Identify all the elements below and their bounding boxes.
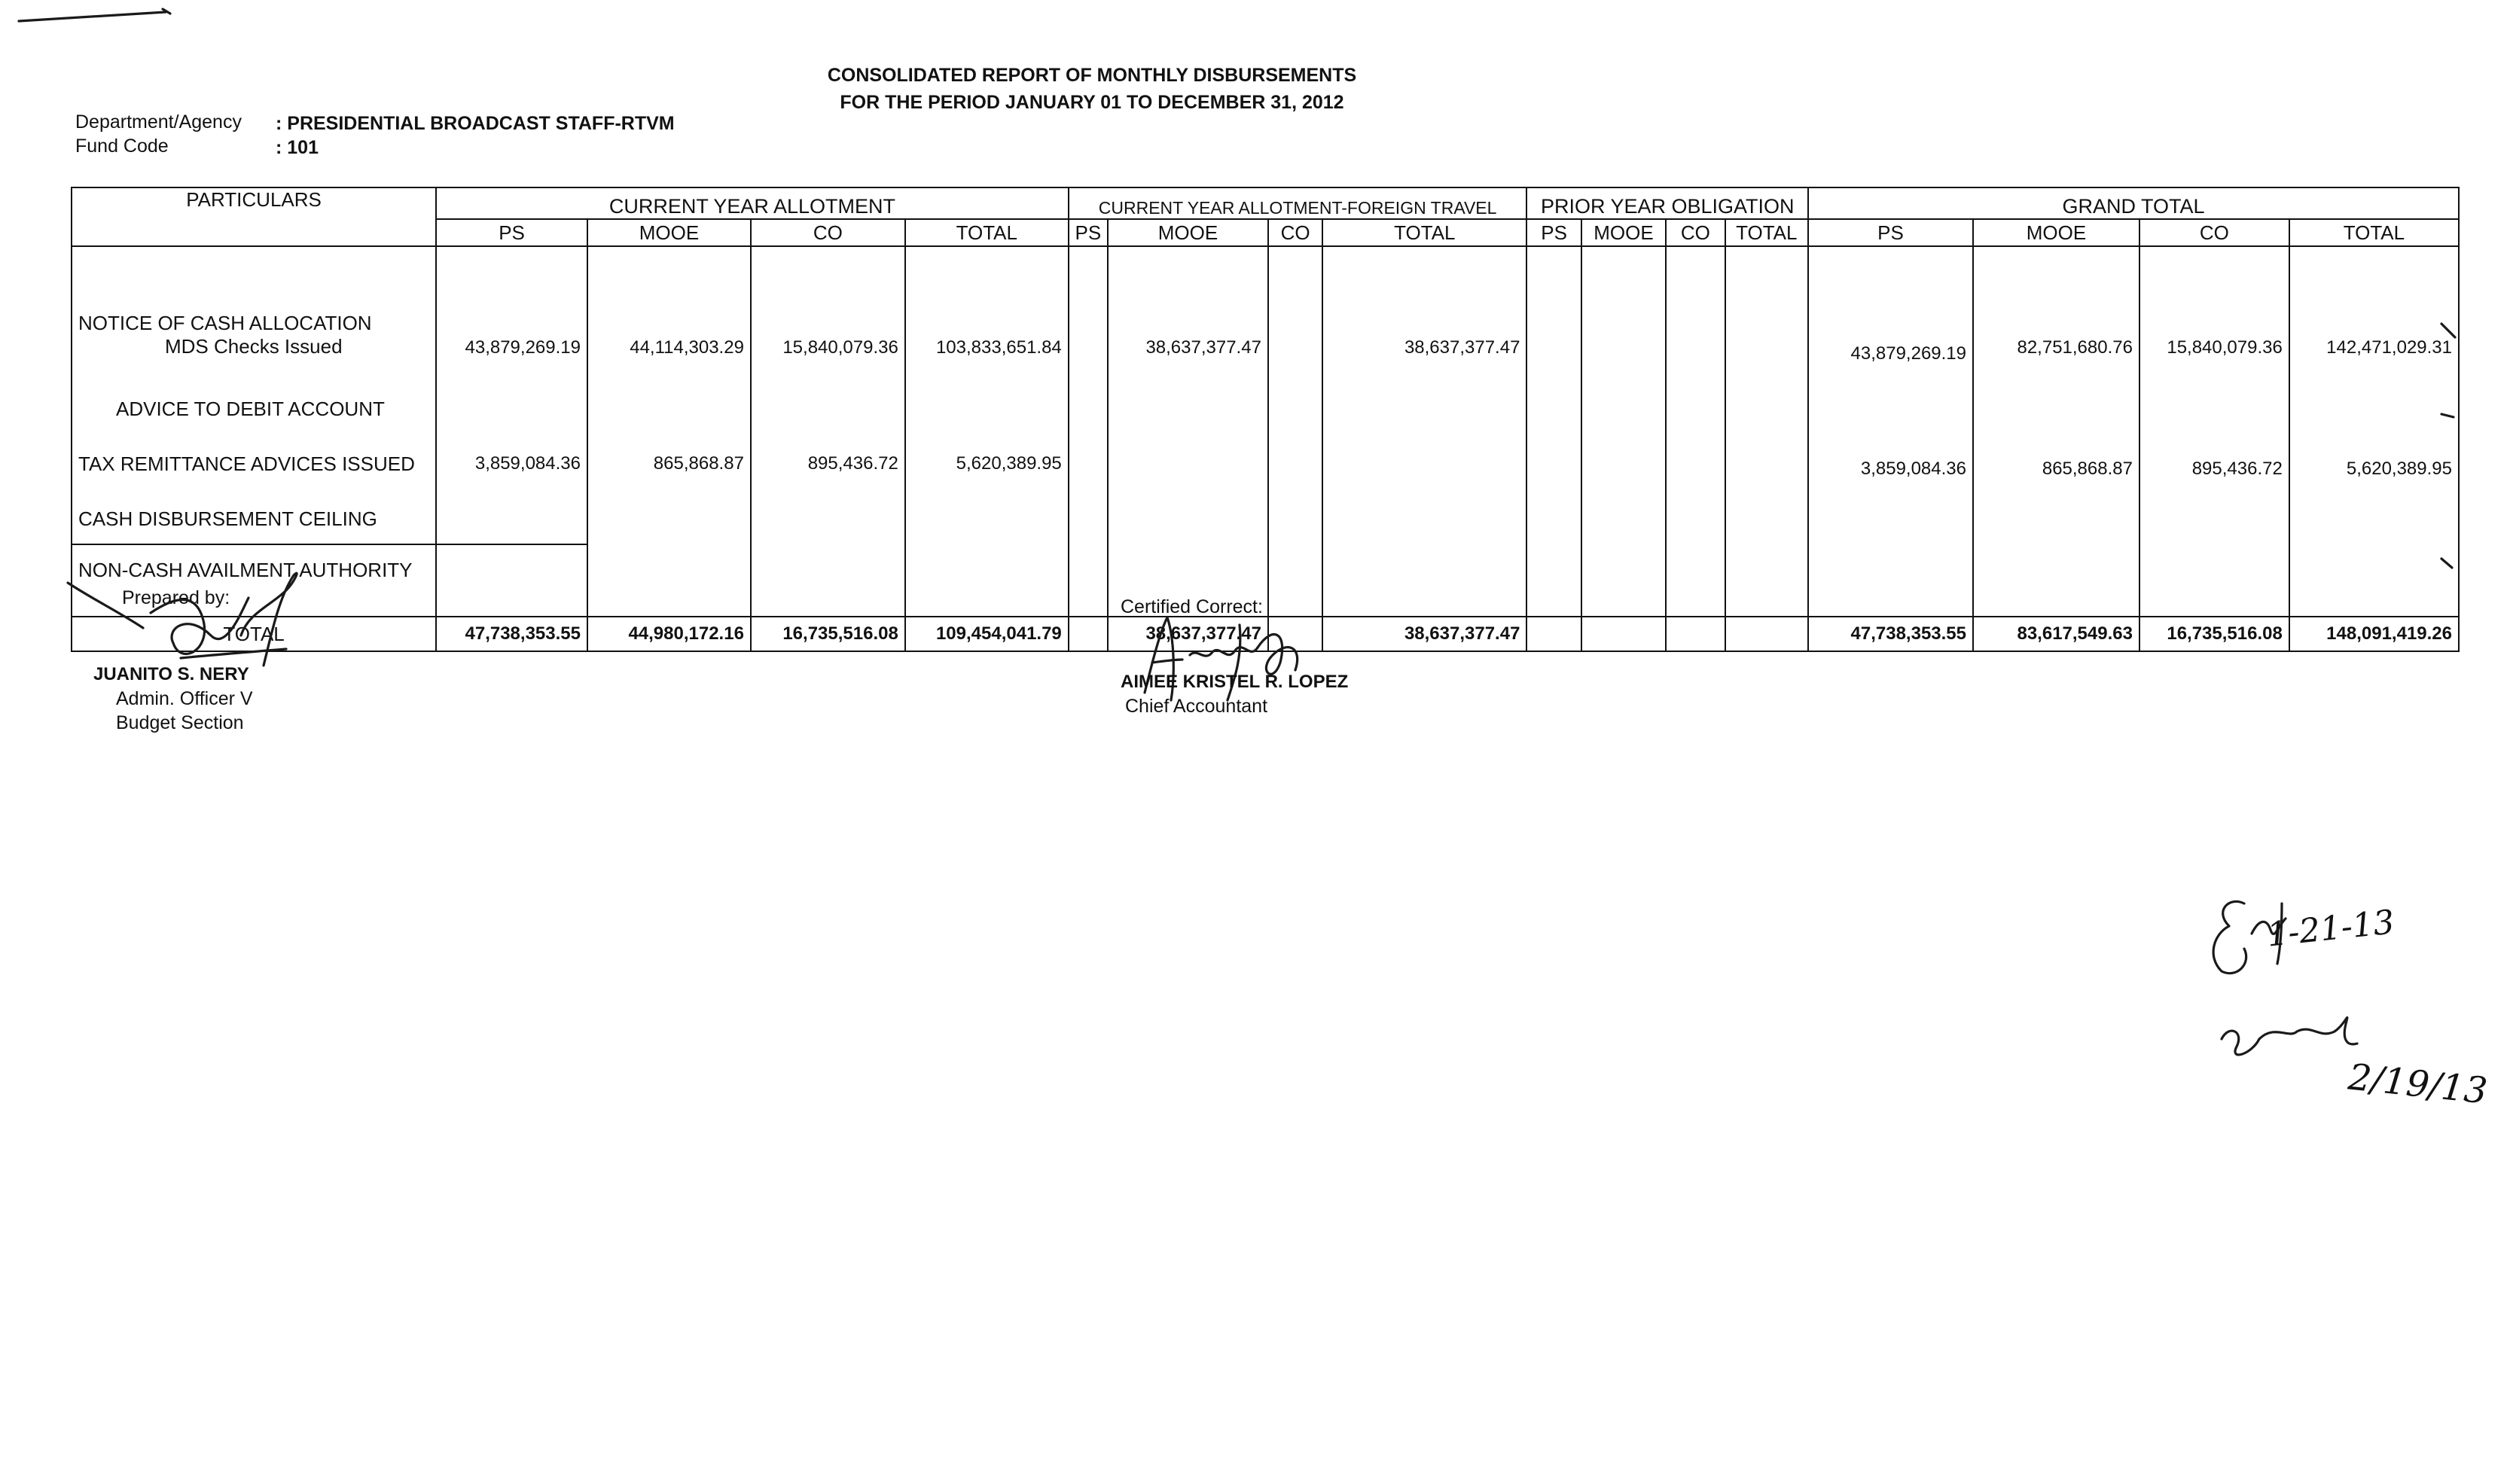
cell bbox=[1725, 246, 1809, 384]
cell bbox=[1666, 384, 1725, 434]
group-grand-total: GRAND TOTAL bbox=[1808, 187, 2459, 219]
cell: 38,637,377.47 bbox=[1322, 246, 1526, 384]
cell: 142,471,029.31 bbox=[2289, 246, 2459, 384]
row-label-main: ADVICE TO DEBIT ACCOUNT bbox=[116, 397, 385, 420]
total-cell bbox=[1666, 617, 1725, 651]
certified-correct-label: Certified Correct: bbox=[1121, 596, 1263, 617]
cell bbox=[1581, 544, 1666, 595]
cell: 865,868.87 bbox=[1973, 434, 2139, 494]
cell bbox=[1666, 434, 1725, 494]
cell: 103,833,651.84 bbox=[905, 246, 1069, 384]
table-row bbox=[72, 494, 2459, 544]
report-title-line2: FOR THE PERIOD JANUARY 01 TO DECEMBER 31, 2012 bbox=[840, 92, 1344, 113]
table-row bbox=[72, 384, 2459, 434]
cell bbox=[436, 494, 587, 544]
cell bbox=[1069, 494, 1108, 544]
cell bbox=[905, 384, 1069, 434]
cell bbox=[1808, 494, 1973, 544]
cell bbox=[1268, 246, 1322, 384]
cell bbox=[905, 494, 1069, 544]
col-header: PS bbox=[1069, 219, 1108, 246]
cell: 38,637,377.47 bbox=[1108, 246, 1268, 384]
cell: 5,620,389.95 bbox=[905, 434, 1069, 494]
col-header: PS bbox=[436, 219, 587, 246]
handwritten-initials-2 bbox=[2214, 1009, 2365, 1069]
col-header: PS bbox=[1808, 219, 1973, 246]
total-cell bbox=[1581, 617, 1666, 651]
total-cell: 38,637,377.47 bbox=[1108, 617, 1268, 651]
row-label-main: CASH DISBURSEMENT CEILING bbox=[78, 507, 377, 530]
cell: 865,868.87 bbox=[587, 434, 751, 494]
table-row bbox=[72, 544, 2459, 595]
row-label-sub: MDS Checks Issued bbox=[165, 335, 343, 358]
cell bbox=[436, 544, 587, 595]
tick-marks bbox=[2438, 294, 2469, 580]
table-row bbox=[72, 246, 2459, 384]
cell bbox=[2139, 544, 2289, 595]
col-header: TOTAL bbox=[1725, 219, 1809, 246]
cell bbox=[1322, 544, 1526, 595]
fund-code-value: : 101 bbox=[276, 137, 319, 158]
total-cell: 44,980,172.16 bbox=[587, 617, 751, 651]
cell bbox=[1069, 544, 1108, 595]
cell bbox=[1526, 494, 1581, 544]
total-label: TOTAL bbox=[72, 617, 436, 651]
cell bbox=[1581, 384, 1666, 434]
cell: 15,840,079.36 bbox=[2139, 246, 2289, 384]
total-cell: 47,738,353.55 bbox=[436, 617, 587, 651]
col-header: CO bbox=[751, 219, 905, 246]
cell bbox=[587, 544, 751, 595]
cell bbox=[1069, 434, 1108, 494]
cell bbox=[436, 384, 587, 434]
handwritten-date-1: 1-21-13 bbox=[2264, 903, 2396, 955]
cell bbox=[905, 544, 1069, 595]
total-cell: 83,617,549.63 bbox=[1973, 617, 2139, 651]
cell bbox=[587, 384, 751, 434]
cell bbox=[1526, 544, 1581, 595]
prepared-by-label: Prepared by: bbox=[122, 587, 230, 608]
col-header: TOTAL bbox=[905, 219, 1069, 246]
cell bbox=[1526, 384, 1581, 434]
cell bbox=[1581, 434, 1666, 494]
cell: 43,879,269.19 bbox=[436, 246, 587, 384]
cell bbox=[1268, 544, 1322, 595]
fund-code-label: Fund Code bbox=[75, 136, 169, 157]
cell bbox=[1808, 544, 1973, 595]
cell bbox=[751, 384, 905, 434]
prepared-by-name: JUANITO S. NERY bbox=[93, 664, 249, 684]
cell bbox=[1973, 384, 2139, 434]
total-cell: 16,735,516.08 bbox=[2139, 617, 2289, 651]
group-foreign-travel: CURRENT YEAR ALLOTMENT-FOREIGN TRAVEL bbox=[1069, 187, 1527, 219]
cell bbox=[1526, 434, 1581, 494]
total-cell bbox=[1725, 617, 1809, 651]
cell: 895,436.72 bbox=[2139, 434, 2289, 494]
cell bbox=[2289, 494, 2459, 544]
cell bbox=[2289, 544, 2459, 595]
certified-by-title: Chief Accountant bbox=[1125, 696, 1268, 717]
row-label bbox=[72, 434, 436, 494]
col-header: TOTAL bbox=[1322, 219, 1526, 246]
cell bbox=[1808, 384, 1973, 434]
col-header: CO bbox=[2139, 219, 2289, 246]
cell: 15,840,079.36 bbox=[751, 246, 905, 384]
col-header: PS bbox=[1526, 219, 1581, 246]
cell bbox=[2139, 494, 2289, 544]
cell bbox=[1973, 544, 2139, 595]
cell bbox=[2139, 384, 2289, 434]
cell bbox=[1725, 384, 1809, 434]
table-row bbox=[72, 434, 2459, 494]
cell bbox=[1268, 494, 1322, 544]
group-prior-year: PRIOR YEAR OBLIGATION bbox=[1526, 187, 1808, 219]
cell: 43,879,269.19 bbox=[1808, 246, 1973, 384]
cell: 82,751,680.76 bbox=[1973, 246, 2139, 384]
cell bbox=[587, 494, 751, 544]
row-label-main: TAX REMITTANCE ADVICES ISSUED bbox=[78, 452, 415, 475]
total-cell: 38,637,377.47 bbox=[1322, 617, 1526, 651]
cell bbox=[1666, 494, 1725, 544]
total-cell bbox=[1069, 617, 1108, 651]
cell bbox=[1108, 434, 1268, 494]
cell bbox=[1581, 494, 1666, 544]
cell: 895,436.72 bbox=[751, 434, 905, 494]
cell bbox=[1268, 384, 1322, 434]
total-cell: 148,091,419.26 bbox=[2289, 617, 2459, 651]
col-header: MOOE bbox=[587, 219, 751, 246]
cell bbox=[1725, 494, 1809, 544]
col-header: MOOE bbox=[1973, 219, 2139, 246]
cell: 3,859,084.36 bbox=[436, 434, 587, 494]
cell bbox=[1322, 384, 1526, 434]
pen-mark bbox=[15, 5, 181, 27]
row-label-main: NON-CASH AVAILMENT AUTHORITY bbox=[78, 558, 413, 581]
department-value: : PRESIDENTIAL BROADCAST STAFF-RTVM bbox=[276, 113, 675, 134]
cell bbox=[1322, 434, 1526, 494]
cell bbox=[751, 494, 905, 544]
prepared-by-title: Admin. Officer V bbox=[116, 688, 253, 709]
col-header: MOOE bbox=[1108, 219, 1268, 246]
department-label: Department/Agency bbox=[75, 111, 242, 133]
col-header: MOOE bbox=[1581, 219, 1666, 246]
cell bbox=[1725, 434, 1809, 494]
col-header: TOTAL bbox=[2289, 219, 2459, 246]
prepared-by-section: Budget Section bbox=[116, 712, 244, 733]
cell bbox=[1322, 494, 1526, 544]
particulars-header: PARTICULARS bbox=[72, 187, 436, 246]
cell bbox=[1108, 544, 1268, 595]
cell bbox=[1666, 246, 1725, 384]
cell bbox=[1069, 384, 1108, 434]
cell: 44,114,303.29 bbox=[587, 246, 751, 384]
total-cell: 16,735,516.08 bbox=[751, 617, 905, 651]
group-header-row bbox=[72, 187, 2459, 219]
cell bbox=[751, 544, 905, 595]
cell bbox=[1268, 434, 1322, 494]
certified-by-name: AIMEE KRISTEL R. LOPEZ bbox=[1121, 672, 1349, 692]
total-cell: 47,738,353.55 bbox=[1808, 617, 1973, 651]
row-label bbox=[72, 384, 436, 434]
cell bbox=[1725, 544, 1809, 595]
total-cell bbox=[1526, 617, 1581, 651]
cell bbox=[1581, 246, 1666, 384]
cell bbox=[2289, 384, 2459, 434]
total-cell: 109,454,041.79 bbox=[905, 617, 1069, 651]
col-header: CO bbox=[1666, 219, 1725, 246]
row-label bbox=[72, 494, 436, 544]
cell: 3,859,084.36 bbox=[1808, 434, 1973, 494]
col-header: CO bbox=[1268, 219, 1322, 246]
cell bbox=[1666, 544, 1725, 595]
cell bbox=[1108, 384, 1268, 434]
cell bbox=[1108, 494, 1268, 544]
disbursement-table bbox=[71, 187, 2460, 652]
row-label-main: NOTICE OF CASH ALLOCATION bbox=[78, 312, 372, 334]
cell bbox=[1973, 494, 2139, 544]
group-current-year: CURRENT YEAR ALLOTMENT bbox=[436, 187, 1069, 219]
report-title-line1: CONSOLIDATED REPORT OF MONTHLY DISBURSEMENTS bbox=[827, 65, 1357, 86]
row-label bbox=[72, 246, 436, 384]
cell: 5,620,389.95 bbox=[2289, 434, 2459, 494]
handwritten-date-2: 2/19/13 bbox=[2346, 1056, 2490, 1113]
cell bbox=[1069, 246, 1108, 384]
cell bbox=[1526, 246, 1581, 384]
